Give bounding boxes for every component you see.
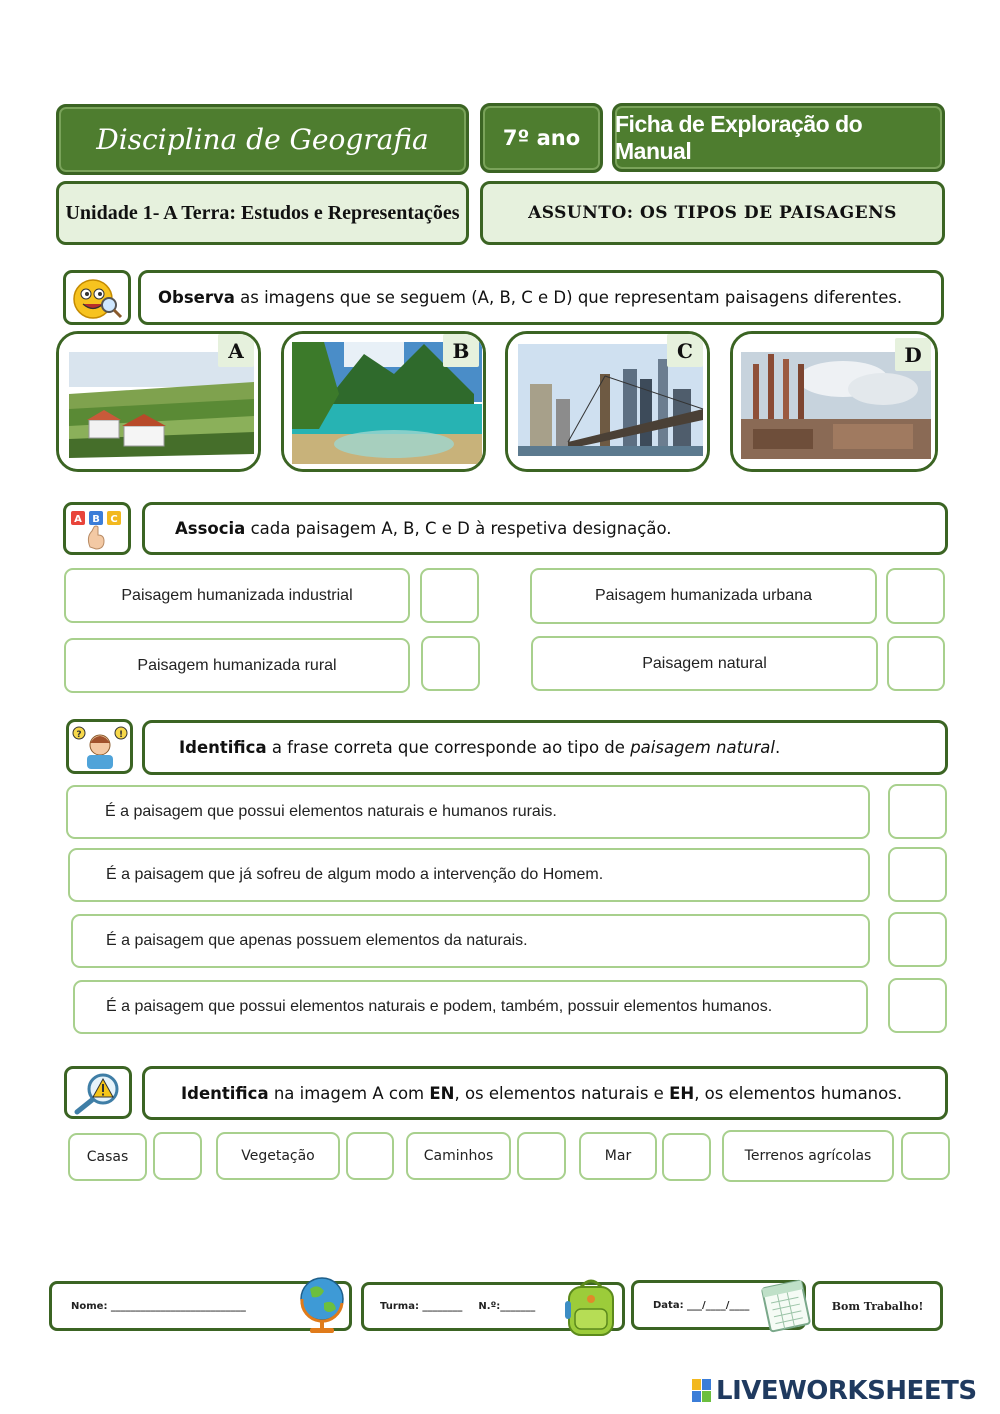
footer-greeting-box xyxy=(812,1281,943,1331)
grade-label: 7º ano xyxy=(502,126,581,150)
observe-verb: Observa xyxy=(158,288,235,307)
subject-box xyxy=(480,181,945,245)
sentence-option-4 xyxy=(73,980,868,1034)
picture-d-letter: D xyxy=(895,338,931,371)
globe-icon xyxy=(296,1273,348,1337)
option-urban xyxy=(530,568,877,624)
sentence-option-3 xyxy=(71,914,870,968)
answer-box-urban[interactable] xyxy=(886,568,945,624)
element-vegetacao xyxy=(216,1132,340,1180)
option-rural-label: Paisagem humanizada rural xyxy=(137,656,337,674)
element-terrenos-answer[interactable] xyxy=(901,1132,950,1180)
answer-box-industrial[interactable] xyxy=(420,568,479,623)
warning-magnifier-icon xyxy=(69,1071,127,1115)
option-urban-label: Paisagem humanizada urbana xyxy=(594,587,813,604)
calendar-icon xyxy=(758,1276,814,1336)
sentence-answer-box-2[interactable] xyxy=(888,847,947,902)
backpack-icon xyxy=(559,1275,623,1339)
element-caminhos xyxy=(406,1132,511,1180)
option-industrial-label: Paisagem humanizada industrial xyxy=(121,586,353,604)
picture-a-letter: A xyxy=(218,334,254,367)
answer-box-natural[interactable] xyxy=(887,636,945,691)
picture-d-frame xyxy=(730,331,938,472)
grade-box xyxy=(480,103,603,173)
element-mar-label: Mar xyxy=(604,1148,632,1164)
identify-text-em: paisagem natural xyxy=(630,738,775,757)
identify-elements-instruction xyxy=(142,1066,948,1120)
observe-instruction xyxy=(138,270,944,325)
sentence-option-3-text: É a paisagem que apenas possuem elementos da naturais. xyxy=(106,932,528,949)
discipline-title: Disciplina de Geografia xyxy=(96,123,429,156)
numero-field-label[interactable]: N.º:_______ xyxy=(478,1301,536,1312)
greeting-text: Bom Trabalho! xyxy=(831,1299,924,1313)
picture-b-frame xyxy=(281,331,486,472)
unit-box xyxy=(56,181,469,245)
answer-box-rural[interactable] xyxy=(421,636,480,691)
svg-text:!: ! xyxy=(118,729,123,740)
eh-label: EH xyxy=(669,1083,695,1103)
picture-c-frame xyxy=(505,331,710,472)
sheet-title: Ficha de Exploração do Manual xyxy=(615,110,863,164)
turma-field-label[interactable]: Turma: ________ xyxy=(380,1301,463,1312)
observe-icon-box xyxy=(63,270,131,325)
identify-text-after: . xyxy=(774,738,781,757)
sheet-title-box xyxy=(612,103,945,172)
abc-blocks-icon xyxy=(68,507,126,551)
en-label: EN xyxy=(429,1083,455,1103)
element-mar xyxy=(579,1132,657,1180)
svg-text:B: B xyxy=(92,513,100,525)
name-field-label[interactable]: Nome: ___________________________ xyxy=(71,1300,246,1312)
live-blocks-icon xyxy=(692,1377,712,1405)
liveworksheets-logo[interactable] xyxy=(692,1374,992,1408)
brand-name: LIVEWORKSHEETS xyxy=(716,1376,977,1406)
option-industrial xyxy=(64,568,410,623)
element-mar-answer[interactable] xyxy=(662,1133,711,1181)
sentence-option-1-text: É a paisagem que possui elementos naturais e humanos rurais. xyxy=(105,803,557,820)
warning-icon-box xyxy=(64,1066,132,1119)
thinking-person-icon xyxy=(71,723,129,771)
element-vegetacao-label: Vegetação xyxy=(241,1148,315,1164)
sentence-answer-box-1[interactable] xyxy=(888,784,947,839)
sentence-option-2 xyxy=(68,848,870,902)
date-field-label[interactable]: Data: ___/____/____ xyxy=(653,1299,750,1311)
option-natural-label: Paisagem natural xyxy=(642,654,767,672)
unit-title: Unidade 1- A Terra: Estudos e Representações xyxy=(65,201,460,224)
sentence-option-4-text: É a paisagem que possui elementos naturais e podem, também, possuir elementos humanos. xyxy=(106,998,773,1015)
subject-title: ASSUNTO: OS TIPOS DE PAISAGENS xyxy=(528,203,897,223)
picture-a-frame xyxy=(56,331,261,472)
element-terrenos-label: Terrenos agrícolas xyxy=(744,1148,872,1164)
picture-c-letter: C xyxy=(667,334,703,367)
svg-text:C: C xyxy=(110,513,118,525)
element-casas xyxy=(68,1133,147,1181)
element-terrenos xyxy=(722,1130,894,1182)
element-vegetacao-answer[interactable] xyxy=(346,1132,394,1180)
element-casas-answer[interactable] xyxy=(153,1132,202,1180)
sentence-answer-box-4[interactable] xyxy=(888,978,947,1033)
smiley-magnifier-icon xyxy=(69,275,125,321)
identify-verb: Identifica xyxy=(179,738,267,757)
identify-elements-text-b: , os elementos naturais e xyxy=(454,1083,670,1103)
identify-text-before: a frase correta que corresponde ao tipo de xyxy=(266,738,631,757)
sentence-answer-box-3[interactable] xyxy=(888,912,947,967)
identify-sentence-instruction xyxy=(142,720,948,775)
sentence-option-1 xyxy=(66,785,870,839)
element-casas-label: Casas xyxy=(86,1149,129,1165)
associate-icon-box xyxy=(63,502,131,555)
identify-icon-box xyxy=(66,719,133,774)
associate-text: cada paisagem A, B, C e D à respetiva designação. xyxy=(245,519,672,538)
associate-instruction xyxy=(142,502,948,555)
option-rural xyxy=(64,638,410,693)
picture-b-letter: B xyxy=(443,334,479,367)
sentence-option-2-text: É a paisagem que já sofreu de algum modo a intervenção do Homem. xyxy=(106,866,604,883)
svg-text:A: A xyxy=(74,513,82,525)
observe-text: as imagens que se seguem (A, B, C e D) que representam paisagens diferentes. xyxy=(234,288,903,307)
discipline-title-box xyxy=(56,104,469,175)
element-caminhos-label: Caminhos xyxy=(423,1148,494,1164)
associate-verb: Associa xyxy=(175,519,246,538)
identify-elements-verb: Identifica xyxy=(181,1083,269,1103)
option-natural xyxy=(531,636,878,691)
element-caminhos-answer[interactable] xyxy=(517,1132,566,1180)
identify-elements-text-c: , os elementos humanos. xyxy=(694,1083,903,1103)
svg-text:?: ? xyxy=(75,729,82,740)
identify-elements-text-a: na imagem A com xyxy=(268,1083,430,1103)
